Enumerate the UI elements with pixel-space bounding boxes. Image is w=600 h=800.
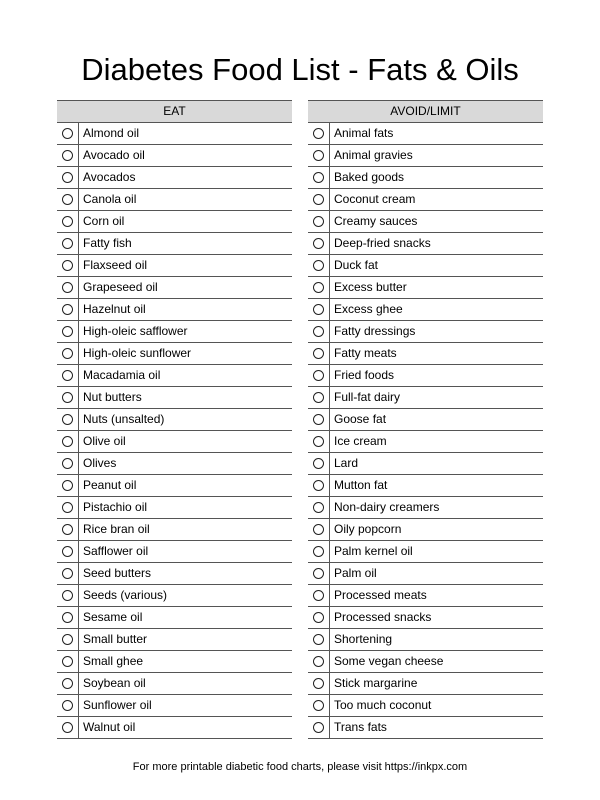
circle-checkbox-icon[interactable] [62,436,73,447]
circle-checkbox-icon[interactable] [313,150,324,161]
checklist-row [57,453,292,475]
food-item-label: Excess ghee [334,302,403,316]
food-item-label: Creamy sauces [334,214,418,228]
circle-checkbox-icon[interactable] [62,656,73,667]
food-item-label: Grapeseed oil [83,280,158,294]
checklist-row [308,541,543,563]
food-item-label: Trans fats [334,720,387,734]
checkbox-cell [57,431,79,452]
checkbox-cell [57,607,79,628]
checkbox-cell [308,673,330,694]
checklist-row [308,563,543,585]
circle-checkbox-icon[interactable] [313,348,324,359]
food-item-label: Non-dairy creamers [334,500,440,514]
checklist-row [308,365,543,387]
checkbox-cell [57,695,79,716]
checklist-row [57,629,292,651]
circle-checkbox-icon[interactable] [62,172,73,183]
food-item-label: Baked goods [334,170,405,184]
circle-checkbox-icon[interactable] [313,656,324,667]
avoid-limit-column-header: AVOID/LIMIT [308,100,543,123]
circle-checkbox-icon[interactable] [62,216,73,227]
circle-checkbox-icon[interactable] [62,546,73,557]
circle-checkbox-icon[interactable] [62,150,73,161]
circle-checkbox-icon[interactable] [313,238,324,249]
checklist-row [308,629,543,651]
circle-checkbox-icon[interactable] [62,480,73,491]
checklist-row [57,695,292,717]
checklist-row [57,585,292,607]
circle-checkbox-icon[interactable] [313,392,324,403]
checkbox-cell [308,541,330,562]
checkbox-cell [308,497,330,518]
food-item-label: Animal fats [334,126,394,140]
checkbox-cell [308,211,330,232]
checklist-row [57,343,292,365]
food-item-label: Too much coconut [334,698,432,712]
checklist-row [308,431,543,453]
circle-checkbox-icon[interactable] [313,700,324,711]
checkbox-cell [57,145,79,166]
circle-checkbox-icon[interactable] [62,238,73,249]
checklist-row [308,255,543,277]
checklist-row [308,123,543,145]
checklist-row [57,673,292,695]
checkbox-cell [57,255,79,276]
checklist-row [308,233,543,255]
checklist-row [308,519,543,541]
checklist-row [57,519,292,541]
food-item-label: Corn oil [83,214,125,228]
checkbox-cell [57,585,79,606]
checklist-row [57,255,292,277]
food-item-label: Seeds (various) [83,588,168,602]
checklist-row [308,145,543,167]
checkbox-cell [308,343,330,364]
checkbox-cell [308,695,330,716]
eat-column-header: EAT [57,100,292,123]
circle-checkbox-icon[interactable] [62,678,73,689]
checkbox-cell [308,255,330,276]
circle-checkbox-icon[interactable] [62,590,73,601]
checklist-row [57,321,292,343]
circle-checkbox-icon[interactable] [62,502,73,513]
circle-checkbox-icon[interactable] [313,502,324,513]
food-item-label: Pistachio oil [83,500,148,514]
checkbox-cell [308,431,330,452]
food-item-label: Avocado oil [83,148,145,162]
food-item-label: Processed meats [334,588,427,602]
checkbox-cell [308,585,330,606]
checklist-row [57,497,292,519]
food-item-label: Walnut oil [83,720,136,734]
checklist-row [308,277,543,299]
circle-checkbox-icon[interactable] [62,722,73,733]
food-item-label: High-oleic safflower [83,324,188,338]
circle-checkbox-icon[interactable] [313,436,324,447]
checkbox-cell [308,277,330,298]
circle-checkbox-icon[interactable] [313,590,324,601]
food-item-label: Nuts (unsalted) [83,412,165,426]
circle-checkbox-icon[interactable] [62,458,73,469]
circle-checkbox-icon[interactable] [313,722,324,733]
circle-checkbox-icon[interactable] [62,282,73,293]
checklist-row [308,497,543,519]
checklist-row [57,607,292,629]
circle-checkbox-icon[interactable] [62,524,73,535]
checkbox-cell [57,189,79,210]
checkbox-cell [57,321,79,342]
checklist-row [57,365,292,387]
food-item-label: Olives [83,456,117,470]
checklist-row [57,233,292,255]
checklist-row [57,145,292,167]
food-item-label: Deep-fried snacks [334,236,431,250]
circle-checkbox-icon[interactable] [313,414,324,425]
circle-checkbox-icon[interactable] [62,392,73,403]
checklist-row [308,673,543,695]
checklist-row [57,475,292,497]
checkbox-cell [308,299,330,320]
food-item-label: Coconut cream [334,192,416,206]
checkbox-cell [308,123,330,144]
food-item-label: Sesame oil [83,610,143,624]
food-item-label: Nut butters [83,390,142,404]
checklist-row [57,431,292,453]
checkbox-cell [308,629,330,650]
food-item-label: Sunflower oil [83,698,152,712]
checkbox-cell [308,717,330,738]
checklist-row [308,695,543,717]
circle-checkbox-icon[interactable] [313,282,324,293]
checklist-row [308,717,543,739]
checkbox-cell [57,673,79,694]
checklist-row [57,387,292,409]
checklist-row [57,211,292,233]
checkbox-cell [308,475,330,496]
food-item-label: Palm kernel oil [334,544,413,558]
food-item-label: Small butter [83,632,148,646]
checkbox-cell [57,563,79,584]
checklist-row [57,541,292,563]
circle-checkbox-icon[interactable] [62,348,73,359]
food-item-label: Excess butter [334,280,407,294]
food-item-label: Ice cream [334,434,387,448]
food-item-label: Peanut oil [83,478,137,492]
checklist-row [308,585,543,607]
food-item-label: Stick margarine [334,676,418,690]
checklist-row [308,453,543,475]
circle-checkbox-icon[interactable] [62,326,73,337]
eat-column [57,100,292,739]
checkbox-cell [57,453,79,474]
circle-checkbox-icon[interactable] [313,480,324,491]
food-item-label: Fatty fish [83,236,132,250]
circle-checkbox-icon[interactable] [313,128,324,139]
circle-checkbox-icon[interactable] [313,304,324,315]
checkbox-cell [57,387,79,408]
circle-checkbox-icon[interactable] [313,612,324,623]
checkbox-cell [308,321,330,342]
checkbox-cell [308,233,330,254]
food-item-label: Fatty meats [334,346,397,360]
food-item-label: Macadamia oil [83,368,161,382]
checkbox-cell [57,629,79,650]
food-item-label: Shortening [334,632,393,646]
circle-checkbox-icon[interactable] [313,370,324,381]
circle-checkbox-icon[interactable] [313,546,324,557]
circle-checkbox-icon[interactable] [62,568,73,579]
checkbox-cell [57,233,79,254]
checkbox-cell [57,299,79,320]
food-item-label: Oily popcorn [334,522,402,536]
checklist-row [57,563,292,585]
circle-checkbox-icon[interactable] [62,370,73,381]
checklist-row [57,717,292,739]
checkbox-cell [57,409,79,430]
checkbox-cell [308,365,330,386]
circle-checkbox-icon[interactable] [313,568,324,579]
circle-checkbox-icon[interactable] [313,172,324,183]
circle-checkbox-icon[interactable] [313,458,324,469]
circle-checkbox-icon[interactable] [62,414,73,425]
checklist-row [57,123,292,145]
food-item-label: Soybean oil [83,676,146,690]
circle-checkbox-icon[interactable] [313,194,324,205]
circle-checkbox-icon[interactable] [313,634,324,645]
food-item-label: Goose fat [334,412,387,426]
checkbox-cell [57,475,79,496]
food-item-label: Mutton fat [334,478,388,492]
food-item-label: Some vegan cheese [334,654,444,668]
food-item-label: Olive oil [83,434,126,448]
food-item-label: Safflower oil [83,544,149,558]
checkbox-cell [308,607,330,628]
circle-checkbox-icon[interactable] [62,634,73,645]
checkbox-cell [308,651,330,672]
checklist-row [308,299,543,321]
checkbox-cell [57,167,79,188]
food-item-label: Canola oil [83,192,137,206]
checklist-row [308,167,543,189]
checkbox-cell [57,277,79,298]
checklist-row [308,651,543,673]
circle-checkbox-icon[interactable] [62,612,73,623]
checkbox-cell [308,145,330,166]
checklist-row [57,409,292,431]
circle-checkbox-icon[interactable] [62,128,73,139]
checklist-row [308,211,543,233]
checklist-row [308,409,543,431]
circle-checkbox-icon[interactable] [62,194,73,205]
food-item-label: Full-fat dairy [334,390,401,404]
food-item-label: Rice bran oil [83,522,150,536]
checkbox-cell [308,167,330,188]
checkbox-cell [57,541,79,562]
circle-checkbox-icon[interactable] [62,260,73,271]
checkbox-cell [308,453,330,474]
food-item-label: Lard [334,456,359,470]
checklist-row [308,321,543,343]
circle-checkbox-icon[interactable] [313,678,324,689]
checkbox-cell [308,563,330,584]
avoid-limit-column [308,100,543,739]
checkbox-cell [57,123,79,144]
checklist-row [57,299,292,321]
food-item-label: Flaxseed oil [83,258,148,272]
circle-checkbox-icon[interactable] [62,700,73,711]
circle-checkbox-icon[interactable] [313,524,324,535]
food-item-label: Palm oil [334,566,377,580]
food-item-label: Almond oil [83,126,140,140]
checklist-row [57,651,292,673]
checklist-row [308,607,543,629]
checklist-row [308,189,543,211]
checkbox-cell [57,497,79,518]
checklist-row [57,167,292,189]
food-item-label: Small ghee [83,654,144,668]
food-item-label: Hazelnut oil [83,302,146,316]
circle-checkbox-icon[interactable] [62,304,73,315]
circle-checkbox-icon[interactable] [313,216,324,227]
food-item-label: High-oleic sunflower [83,346,192,360]
checklist-row [57,277,292,299]
checkbox-cell [308,519,330,540]
circle-checkbox-icon[interactable] [313,260,324,271]
checkbox-cell [308,387,330,408]
checkbox-cell [57,519,79,540]
checkbox-cell [57,651,79,672]
checkbox-cell [308,409,330,430]
footer-note: For more printable diabetic food charts, please visit https://inkpx.com [132,761,468,773]
checklist-row [308,475,543,497]
checkbox-cell [57,365,79,386]
checkbox-cell [57,343,79,364]
checklist-row [308,343,543,365]
food-item-label: Animal gravies [334,148,413,162]
checklist-row [308,387,543,409]
food-item-label: Avocados [83,170,136,184]
food-item-label: Seed butters [83,566,152,580]
food-item-label: Fried foods [334,368,395,382]
checkbox-cell [57,211,79,232]
checkbox-cell [308,189,330,210]
circle-checkbox-icon[interactable] [313,326,324,337]
checklist-row [57,189,292,211]
food-item-label: Processed snacks [334,610,432,624]
food-item-label: Duck fat [334,258,379,272]
page-title: Diabetes Food List - Fats & Oils [81,52,519,87]
food-item-label: Fatty dressings [334,324,416,338]
checkbox-cell [57,717,79,738]
